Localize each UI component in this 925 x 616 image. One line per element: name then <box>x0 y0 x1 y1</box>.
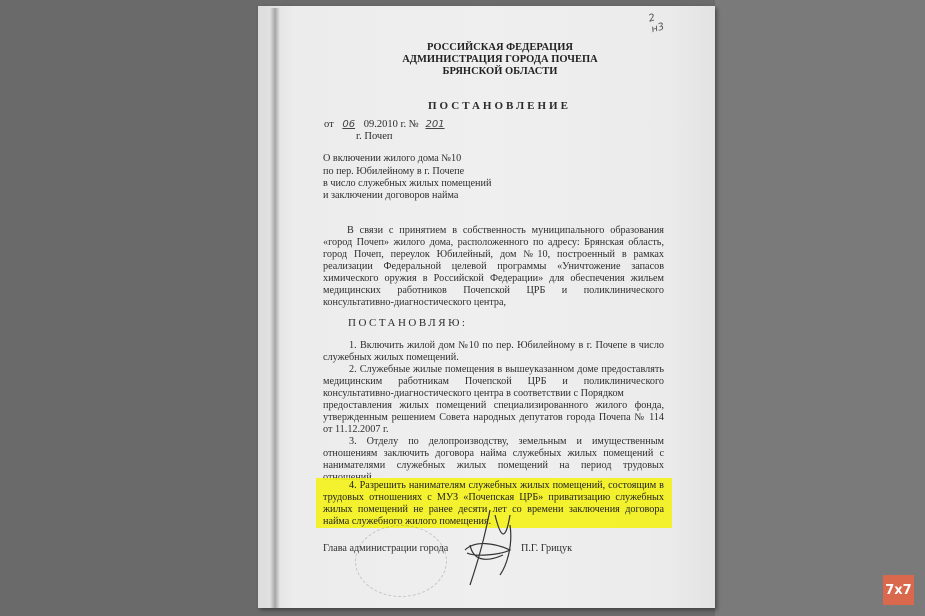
preamble-line: «город Почеп» жилого дома, расположенного по адресу: Брянская область, <box>323 237 664 248</box>
background-right <box>715 0 925 616</box>
page-fold-shadow <box>270 8 280 608</box>
date-day: 06 <box>342 119 356 130</box>
date-line <box>324 120 449 131</box>
item-line: служебных жилых помещений. <box>323 352 459 363</box>
item-line: 3. Отделу по делопроизводству, земельным и имущественным <box>349 436 664 447</box>
signature-scribble <box>455 505 525 590</box>
7x7-watermark-logo: 7x7 <box>883 575 914 605</box>
document-title: ПОСТАНОВЛЕНИЕ <box>428 100 571 112</box>
item-line: отношениям заключить договора найма служебных жилых помещений с <box>323 448 664 459</box>
resolve-heading: ПОСТАНОВЛЯЮ: <box>348 317 468 329</box>
stamp-seal <box>355 525 447 597</box>
subject-line: и заключении договоров найма <box>323 190 459 201</box>
preamble-line: реализации Федеральной целевой программы «Уничтожение запасов <box>323 261 664 272</box>
preamble-line: город Почеп, переулок Юбилейный, дом №10, построенный в рамках <box>323 249 664 260</box>
header-line3: БРЯНСКОЙ ОБЛАСТИ <box>442 66 558 77</box>
document-number: 201 <box>425 119 445 130</box>
city: г. Почеп <box>356 131 393 142</box>
item-line: 1. Включить жилой дом №10 по пер. Юбилейному в г. Почепе в число <box>349 340 664 351</box>
item-line: от 11.12.2007 г. <box>323 424 389 435</box>
highlighted-line: 4. Разрешить нанимателям служебных жилых помещений, состоящим в <box>349 480 664 491</box>
item-line: утвержденным решением Совета народных депутатов города Почепа № 114 <box>323 412 664 423</box>
header-line2: АДМИНИСТРАЦИЯ ГОРОДА ПОЧЕПА <box>402 54 598 65</box>
subject-line: по пер. Юбилейному в г. Почепе <box>323 166 465 177</box>
preamble-line: В связи с принятием в собственность муниципального образования <box>347 225 664 236</box>
item-line: предоставления жилых помещений специализированного жилого фонда, <box>323 400 664 411</box>
subject-line: в число служебных жилых помещений <box>323 178 492 189</box>
background-left <box>0 0 258 616</box>
date-prefix: от <box>324 119 334 130</box>
highlighted-line: трудовых отношениях с МУЗ «Почепская ЦРБ» приватизацию служебных <box>323 492 664 503</box>
margin-note-line1: 2 <box>647 12 657 25</box>
item-line: нанимателями служебных жилых помещений на период трудовых <box>323 460 664 471</box>
item-line: 2. Служебные жилые помещения в вышеуказанном доме предоставлять <box>349 364 664 375</box>
subject-line: О включении жилого дома №10 <box>323 153 462 164</box>
preamble-line: консультативно-диагностического центра, <box>323 297 507 308</box>
header-line1: РОССИЙСКАЯ ФЕДЕРАЦИЯ <box>427 42 573 53</box>
preamble-line: химического оружия в Российской Федерации» для обеспечения жильем <box>323 273 664 284</box>
date-rest: 09.2010 г. № <box>363 119 419 130</box>
item-line: консультативно-диагностического центра в соответствии с Порядком <box>323 388 624 399</box>
margin-note-line2: н3 <box>650 21 666 36</box>
highlighted-line: жилых помещений не ранее десяти лет со времени заключения договора <box>323 504 664 515</box>
preamble-line: медицинских работников Почепской ЦРБ и поликлинического <box>323 285 664 296</box>
signatory-position: Глава администрации города <box>323 543 449 554</box>
highlighted-line: найма служебного жилого помещения. <box>323 516 492 527</box>
signatory-name: П.Г. Грицук <box>521 543 573 554</box>
item-line: медицинским работникам Почепской ЦРБ и поликлинического <box>323 376 664 387</box>
